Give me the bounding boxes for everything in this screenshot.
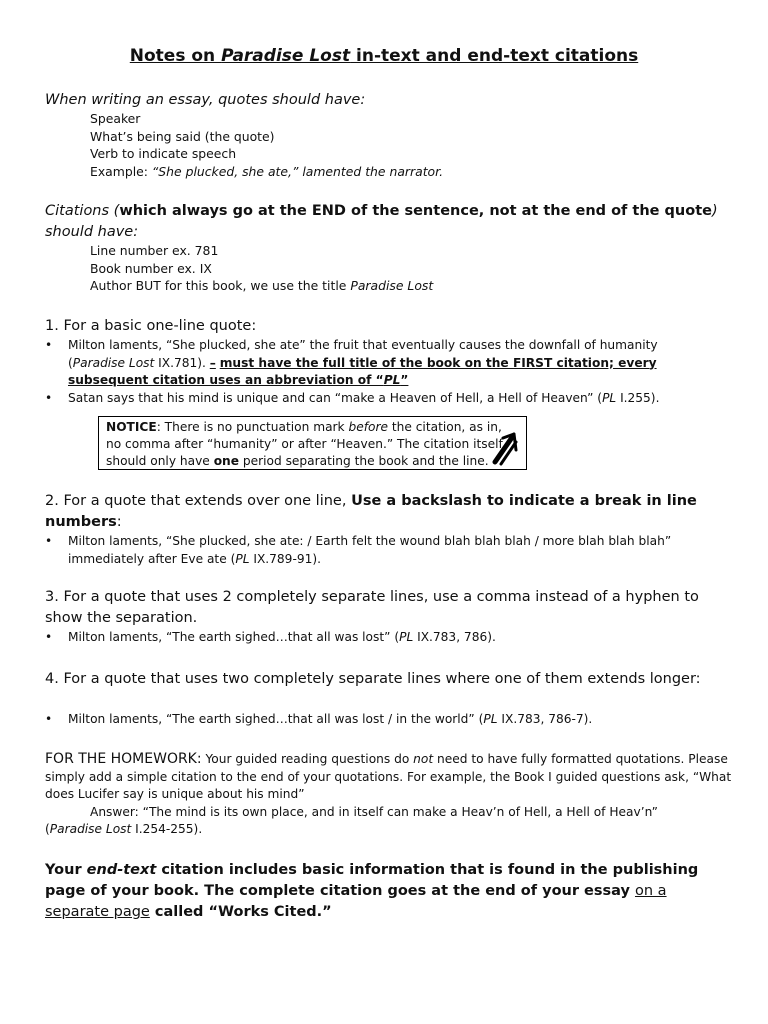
- citation-requirements-list: [90, 242, 433, 295]
- quotes-intro: When writing an essay, quotes should have:: [45, 92, 366, 108]
- section-3-heading: 3. For a quote that uses 2 completely separate lines, use a comma instead of a hyphen to show the separation.: [45, 589, 699, 626]
- list-item: Line number ex. 781: [90, 243, 219, 258]
- section-1-heading: 1. For a basic one-line quote:: [45, 318, 257, 334]
- list-item: • Milton laments, “The earth sighed…that all was lost / in the world” (PL IX.783, 786-7).: [45, 711, 735, 729]
- bullet-icon: •: [45, 390, 53, 405]
- list-item: • Satan says that his mind is unique and can “make a Heaven of Hell, a Hell of Heaven” (PL I.255).: [45, 390, 735, 408]
- bullet-icon: •: [45, 338, 53, 352]
- section-4-list: [45, 711, 735, 729]
- homework-paragraph: FOR THE HOMEWORK: Your guided reading questions do not need to have fully formatted quotations. Please simply add a simple citation to the end of your quotations. For example, the Book I guided questions ask, “What does Lucifer say is unique about his mind” Answer: “The mind is its own place, and in itself can make a Heav’n of Hell, a Hell of Heav’n” (Paradise Lost I.254-255).: [45, 751, 732, 836]
- quote-example: Example: “She plucked, she ate,” lamented the narrator.: [90, 163, 444, 179]
- bullet-icon: •: [45, 630, 53, 644]
- homework-answer: Answer: “The mind is its own place, and in itself can make a Heav’n of Hell, a Hell of Heav’n”: [90, 804, 658, 819]
- section-3-list: [45, 629, 735, 647]
- bullet-icon: •: [45, 712, 53, 726]
- notice-box: NOTICE: There is no punctuation mark before the citation, as in, no comma after “humanity” or after “Heaven.” The citation itself should only have one period separating the book and the line.: [98, 416, 527, 470]
- section-2-list: [45, 533, 735, 568]
- end-text-paragraph: Your end-text citation includes basic information that is found in the publishing page of your book. The complete citation goes at the end of your essay on a separate page called “Works Cited.”: [45, 862, 699, 920]
- list-item: Book number ex. IX: [90, 260, 212, 276]
- list-item: What’s being said (the quote): [90, 128, 275, 144]
- citations-intro: Citations (which always go at the END of the sentence, not at the end of the quote) should have:: [45, 203, 718, 240]
- page-title: Notes on Paradise Lost in-text and end-text citations: [129, 46, 639, 66]
- section-1-list: [45, 337, 735, 407]
- list-item: • Milton laments, “She plucked, she ate” the fruit that eventually causes the downfall of humanity (Paradise Lost IX.781). – must have the full title of the book on the FIRST citation; every subsequent citation uses an abbreviation of “PL”: [45, 338, 658, 387]
- section-4-heading: 4. For a quote that uses two completely separate lines where one of them extends longer:: [45, 671, 701, 687]
- list-item: • Milton laments, “She plucked, she ate: / Earth felt the wound blah blah blah / more blah blah blah” immediately after Eve ate (PL IX.789-91).: [45, 534, 672, 566]
- quote-requirements-list: [90, 110, 443, 180]
- list-item: • Milton laments, “The earth sighed…that all was lost” (PL IX.783, 786).: [45, 629, 735, 647]
- bullet-icon: •: [45, 534, 53, 548]
- arrow-icon: [487, 424, 523, 468]
- list-item: Speaker: [90, 111, 141, 126]
- list-item: Verb to indicate speech: [90, 146, 237, 161]
- list-item: Author BUT for this book, we use the title Paradise Lost: [90, 278, 434, 293]
- section-2-heading: 2. For a quote that extends over one line, Use a backslash to indicate a break in line numbers:: [45, 493, 697, 530]
- homework-label: FOR THE HOMEWORK:: [45, 751, 202, 767]
